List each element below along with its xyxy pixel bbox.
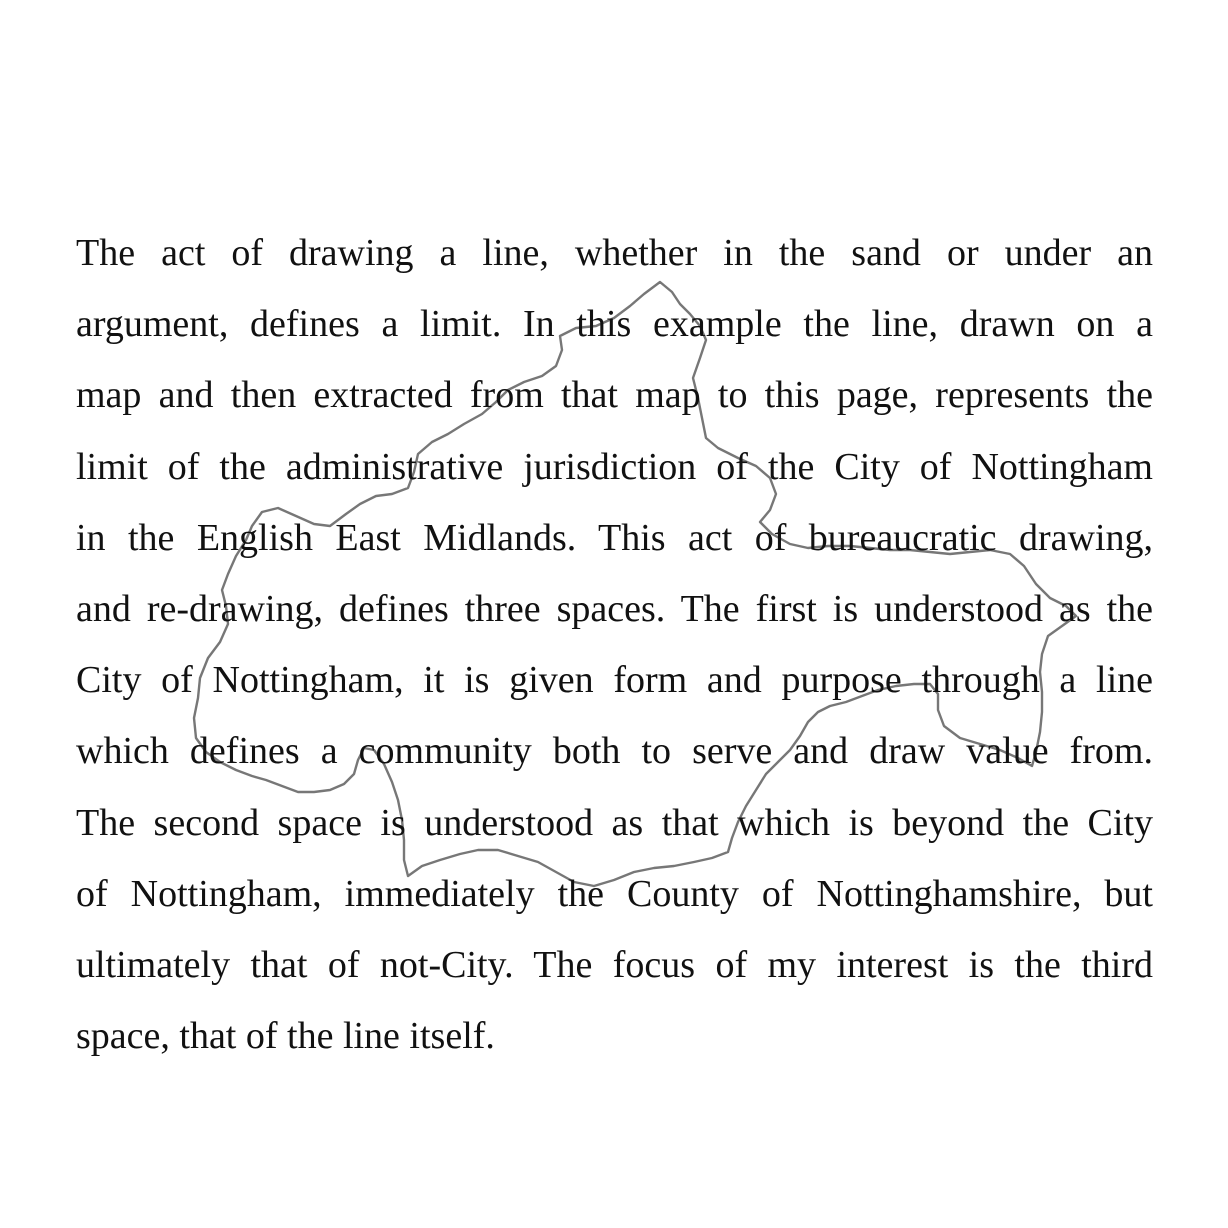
- main-paragraph: [76, 218, 1153, 1072]
- paragraph-line: The act of drawing a line, whether in the sand or under an: [76, 232, 1153, 274]
- paragraph-line: and re-drawing, defines three spaces. The first is understood as the: [76, 587, 1153, 630]
- paragraph-line: which defines a community both to serve and draw value from.: [76, 730, 1153, 773]
- paragraph-line: of Nottingham, immediately the County of Nottinghamshire, but: [76, 872, 1153, 915]
- paragraph-line: The second space is understood as that which is beyond the City: [76, 801, 1153, 844]
- paragraph-line: City of Nottingham, it is given form and purpose through a line: [76, 659, 1153, 702]
- paragraph-line: space, that of the line itself.: [76, 1015, 495, 1058]
- paragraph-line: map and then extracted from that map to this page, represents the: [76, 374, 1153, 417]
- paragraph-line: ultimately that of not-City. The focus of my interest is the third: [76, 943, 1153, 986]
- paragraph-line: limit of the administrative jurisdiction of the City of Nottingham: [76, 445, 1153, 488]
- paragraph-line: argument, defines a limit. In this example the line, drawn on a: [76, 303, 1153, 346]
- paragraph-line: in the English East Midlands. This act of bureaucratic drawing,: [76, 516, 1153, 559]
